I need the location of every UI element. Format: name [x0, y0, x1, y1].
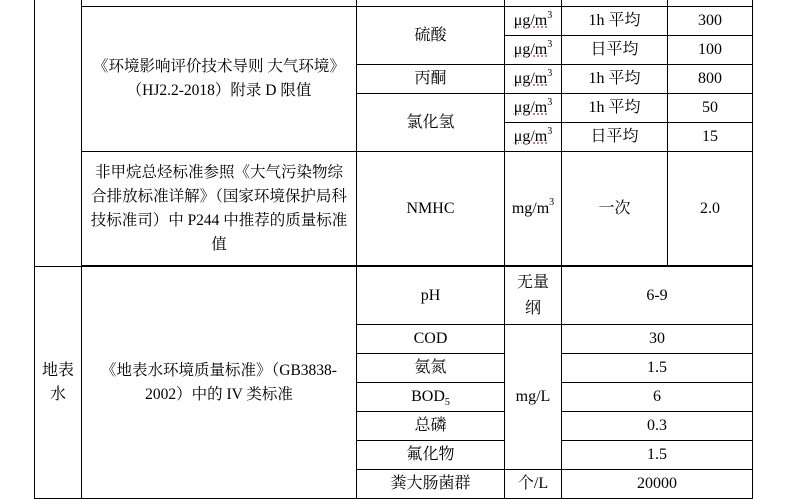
pollutant-cell: 丙酮 — [357, 65, 505, 94]
unit-cell: mg/L — [505, 325, 562, 470]
value-cell: 1.5 — [562, 441, 753, 470]
pollutant-cell: $BOD_5$ — [357, 383, 505, 412]
standard-cell-gb3838: 《地表水环境质量标准》（GB3838-2002）中的 IV 类标准 — [82, 267, 357, 499]
value-cell: 2.0 — [668, 152, 753, 266]
standards-table — [34, 0, 753, 499]
value-cell: 0.3 — [562, 412, 753, 441]
table-row — [35, 7, 753, 36]
period-cell: 日平均 — [562, 36, 668, 65]
pollutant-cell: 氨氮 — [357, 354, 505, 383]
unit-cell: 个/L — [505, 470, 562, 499]
period-cell: 1h 平均 — [562, 94, 668, 123]
pollutant-cell: pH — [357, 267, 505, 325]
period-cell: 日平均 — [562, 123, 668, 152]
value-cell: 30 — [562, 325, 753, 354]
table-row — [35, 152, 753, 266]
value-cell: 20000 — [562, 470, 753, 499]
unit-cell: $\mu g/m^3$ — [505, 36, 562, 65]
value-cell: 1.5 — [562, 354, 753, 383]
pollutant-cell: 硫酸 — [357, 7, 505, 65]
period-cell: 一次 — [562, 152, 668, 266]
value-cell: 15 — [668, 123, 753, 152]
standard-cell-hj22: 《环境影响评价技术导则 大气环境》（HJ2.2-2018）附录 D 限值 — [82, 7, 357, 152]
unit-cell: $\mu g/m^3$ — [505, 7, 562, 36]
value-cell: 50 — [668, 94, 753, 123]
pollutant-cell: 总磷 — [357, 412, 505, 441]
pollutant-cell: COD — [357, 325, 505, 354]
category-cell-water: 地表水 — [35, 267, 82, 499]
value-cell: 300 — [668, 7, 753, 36]
table-row — [35, 267, 753, 325]
unit-cell: $mg/m^3$ — [505, 152, 562, 266]
value-cell: 100 — [668, 36, 753, 65]
pollutant-cell: 氟化物 — [357, 441, 505, 470]
standard-cell-nmhc: 非甲烷总烃标准参照《大气污染物综合排放标准详解》（国家环境保护局科技标准司）中 P244 中推荐的质量标准值 — [82, 152, 357, 266]
unit-cell: 无量纲 — [505, 267, 562, 325]
unit-cell: $\mu g/m^3$ — [505, 94, 562, 123]
period-cell: 1h 平均 — [562, 65, 668, 94]
value-cell: 6 — [562, 383, 753, 412]
pollutant-cell: 粪大肠菌群 — [357, 470, 505, 499]
value-cell: 6-9 — [562, 267, 753, 325]
category-cell-air — [35, 0, 82, 267]
pollutant-cell: 氯化氢 — [357, 94, 505, 152]
pollutant-cell: NMHC — [357, 152, 505, 266]
value-cell: 800 — [668, 65, 753, 94]
period-cell: 1h 平均 — [562, 7, 668, 36]
unit-cell: $\mu g/m^3$ — [505, 65, 562, 94]
unit-cell: $\mu g/m^3$ — [505, 123, 562, 152]
